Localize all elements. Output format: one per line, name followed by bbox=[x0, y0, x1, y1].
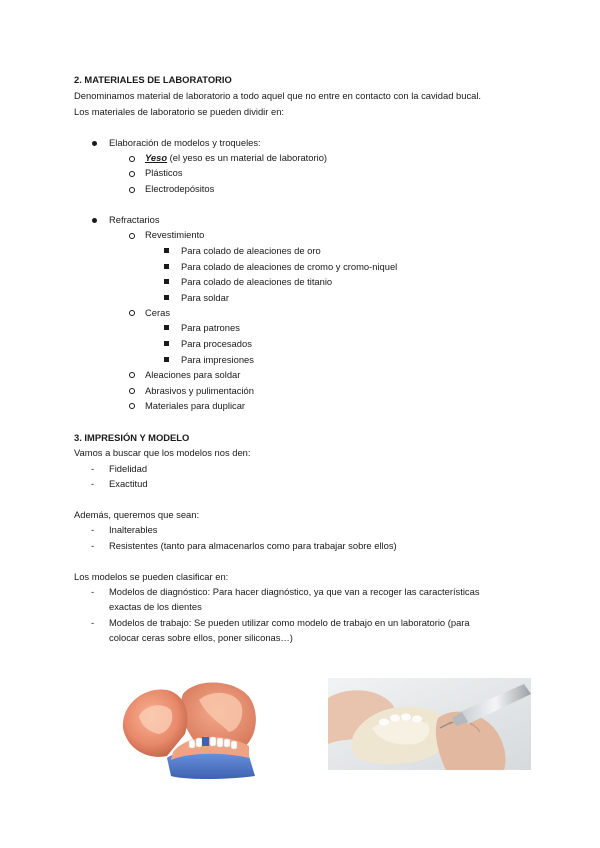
bullet-square-icon bbox=[164, 264, 169, 269]
dash-bullet: - bbox=[91, 463, 95, 474]
yeso-item bbox=[145, 152, 327, 164]
list-item-continuation: colocar ceras sobre ellos, poner siliconas…) bbox=[109, 632, 293, 643]
plaster-models-image bbox=[115, 676, 260, 781]
bullet-circle-icon bbox=[129, 187, 135, 193]
dash-bullet: - bbox=[91, 617, 95, 628]
yeso-word: Yeso bbox=[145, 152, 168, 163]
section-2-intro-2: Los materiales de laboratorio se pueden dividir en: bbox=[74, 106, 285, 117]
list-item: Para procesados bbox=[181, 338, 252, 349]
dash-bullet: - bbox=[91, 540, 95, 551]
bullet-circle-icon bbox=[129, 403, 135, 409]
bullet-square-icon bbox=[164, 295, 169, 300]
bullet-square-icon bbox=[164, 279, 169, 284]
ceras-label: Ceras bbox=[145, 307, 171, 318]
group-1-label: Elaboración de modelos y troqueles: bbox=[109, 137, 261, 148]
section-3-intro: Vamos a buscar que los modelos nos den: bbox=[74, 447, 251, 458]
bullet-disc-icon bbox=[92, 141, 97, 146]
bullet-disc-icon bbox=[92, 218, 97, 223]
list-item: Exactitud bbox=[109, 478, 148, 489]
yeso-note: (el yeso es un material de laboratorio) bbox=[167, 152, 328, 163]
list-item: Aleaciones para soldar bbox=[145, 369, 241, 380]
list-item: Para patrones bbox=[181, 322, 240, 333]
list-item: Para colado de aleaciones de cromo y cromo-niquel bbox=[181, 261, 398, 272]
dental-work-photo bbox=[328, 678, 531, 770]
list-item: Fidelidad bbox=[109, 463, 148, 474]
bullet-circle-icon bbox=[129, 310, 135, 316]
bullet-circle-icon bbox=[129, 372, 135, 378]
group-2-label: Refractarios bbox=[109, 214, 160, 225]
section-2-intro: Denominamos material de laboratorio a todo aquel que no entre en contacto con la cavidad bucal. bbox=[74, 90, 482, 101]
bullet-square-icon bbox=[164, 357, 169, 362]
list-item: Modelos de trabajo: Se pueden utilizar como modelo de trabajo en un laboratorio (para bbox=[109, 617, 470, 628]
bullet-circle-icon bbox=[129, 233, 135, 239]
dash-bullet: - bbox=[91, 478, 95, 489]
dash-bullet: - bbox=[91, 524, 95, 535]
section-2-heading: 2. MATERIALES DE LABORATORIO bbox=[74, 74, 232, 85]
list-item: Electrodepósitos bbox=[145, 183, 215, 194]
list-item-continuation: exactas de los dientes bbox=[109, 601, 202, 612]
bullet-circle-icon bbox=[129, 388, 135, 394]
dash-bullet: - bbox=[91, 586, 95, 597]
bullet-square-icon bbox=[164, 341, 169, 346]
section-3-heading: 3. IMPRESIÓN Y MODELO bbox=[74, 432, 190, 443]
section-3-intro-3: Los modelos se pueden clasificar en: bbox=[74, 571, 229, 582]
bullet-circle-icon bbox=[129, 171, 135, 177]
list-item: Para soldar bbox=[181, 292, 229, 303]
list-item: Para impresiones bbox=[181, 354, 254, 365]
list-item: Para colado de aleaciones de titanio bbox=[181, 276, 333, 287]
list-item: Materiales para duplicar bbox=[145, 400, 246, 411]
bullet-square-icon bbox=[164, 325, 169, 330]
list-item: Para colado de aleaciones de oro bbox=[181, 245, 321, 256]
list-item: Inalterables bbox=[109, 524, 158, 535]
list-item: Abrasivos y pulimentación bbox=[145, 385, 254, 396]
revestimiento-label: Revestimiento bbox=[145, 229, 205, 240]
list-item: Resistentes (tanto para almacenarlos como para trabajar sobre ellos) bbox=[109, 540, 397, 551]
bullet-circle-icon bbox=[129, 156, 135, 162]
list-item: Plásticos bbox=[145, 167, 183, 178]
list-item: Modelos de diagnóstico: Para hacer diagnóstico, ya que van a recoger las características bbox=[109, 586, 480, 597]
section-3-intro-2: Además, queremos que sean: bbox=[74, 509, 200, 520]
bullet-square-icon bbox=[164, 248, 169, 253]
